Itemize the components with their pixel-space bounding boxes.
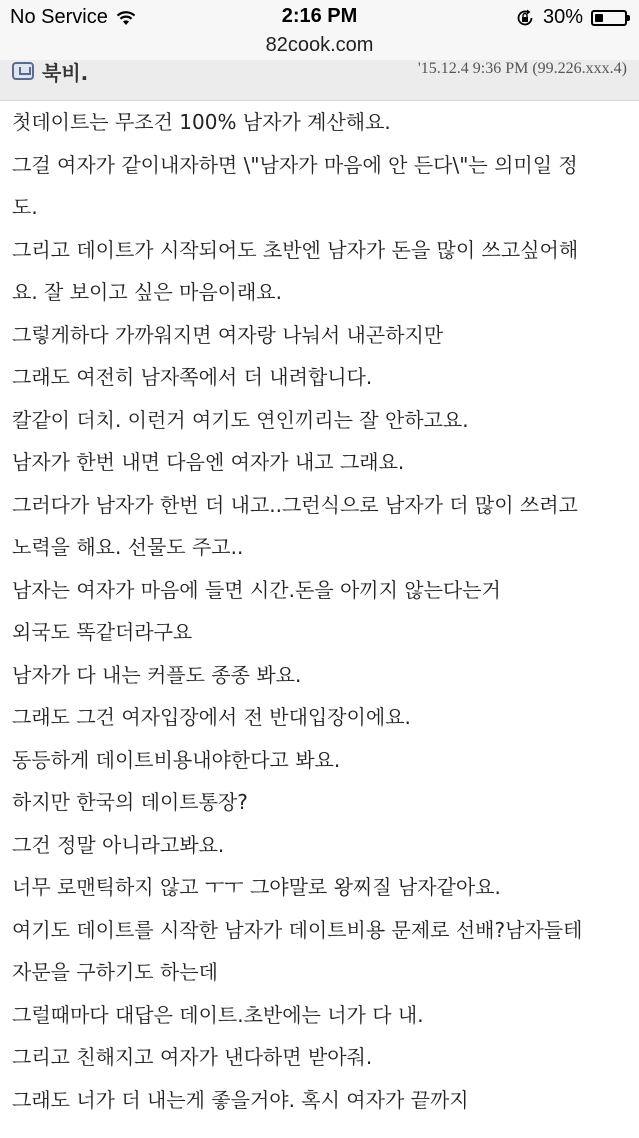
post-line: 그러다가 남자가 한번 더 내고..그런식으로 남자가 더 많이 쓰려고	[12, 492, 578, 517]
post-line: 노력을 해요. 선물도 주고..	[12, 535, 244, 559]
status-bar	[0, 0, 639, 36]
post-line: 남자가 다 내는 커플도 종종 봐요.	[12, 662, 302, 687]
post-line: 그래도 너가 더 내는게 좋을거야. 혹시 여자가 끝까지	[12, 1087, 469, 1112]
post-line: 요. 잘 보이고 싶은 마음이래요.	[12, 280, 282, 304]
post-line: 너무 로맨틱하지 않고 ㅜㅜ 그야말로 왕찌질 남자같아요.	[12, 875, 501, 899]
post-line: 동등하게 데이트비용내야한다고 봐요.	[12, 747, 341, 772]
clock: 2:16 PM	[281, 5, 358, 27]
battery-fill	[595, 14, 603, 22]
post-meta: '15.12.4 9:36 PM (99.226.xxx.4)	[417, 60, 627, 77]
post-line: 외국도 똑같더라구요	[12, 620, 193, 644]
rotation-lock-icon	[515, 8, 535, 28]
post-line: 여기도 데이트를 시작한 남자가 데이트비용 문제로 선배?남자들테	[12, 917, 583, 942]
author-name: 북비.	[42, 61, 89, 85]
status-right	[515, 6, 627, 29]
post-body	[12, 101, 627, 1121]
post-header	[0, 60, 639, 101]
url-text: 82cook.com	[265, 34, 374, 56]
battery-percent: 30%	[542, 6, 583, 28]
post-line: 그래도 여전히 남자쪽에서 더 내려합니다.	[12, 365, 373, 389]
carrier-label: No Service	[10, 6, 108, 28]
post-line: 도.	[12, 195, 38, 219]
post-line: 그렇게하다 가까워지면 여자랑 나눠서 내곤하지만	[12, 322, 444, 347]
post-line: 그리고 데이트가 시작되어도 초반엔 남자가 돈을 많이 쓰고싶어해	[12, 237, 579, 262]
post-line: 첫데이트는 무조건 100% 남자가 계산해요.	[12, 110, 391, 134]
post-line: 그리고 친해지고 여자가 낸다하면 받아줘.	[12, 1045, 373, 1069]
battery-icon	[591, 10, 627, 26]
post-line: 칼같이 더치. 이런거 여기도 연인끼리는 잘 안하고요.	[12, 407, 469, 432]
post-line: 자문을 구하기도 하는데	[12, 960, 218, 984]
post-line: 하지만 한국의 데이트통장?	[12, 790, 248, 814]
post-line: 그건 정말 아니라고봐요.	[12, 832, 225, 857]
member-badge-icon	[12, 62, 34, 80]
post-line: 남자는 여자가 마음에 들면 시간.돈을 아끼지 않는다는거	[12, 577, 501, 602]
address-bar[interactable]	[0, 36, 639, 60]
post-line: 남자가 한번 내면 다음엔 여자가 내고 그래요.	[12, 450, 405, 474]
post-line: 그래도 그건 여자입장에서 전 반대입장이에요.	[12, 705, 411, 729]
post-line: 그걸 여자가 같이내자하면 \"남자가 마음에 안 든다\"는 의미일 정	[12, 152, 578, 177]
post-line: 그럴때마다 대답은 데이트.초반에는 너가 다 내.	[12, 1002, 424, 1027]
